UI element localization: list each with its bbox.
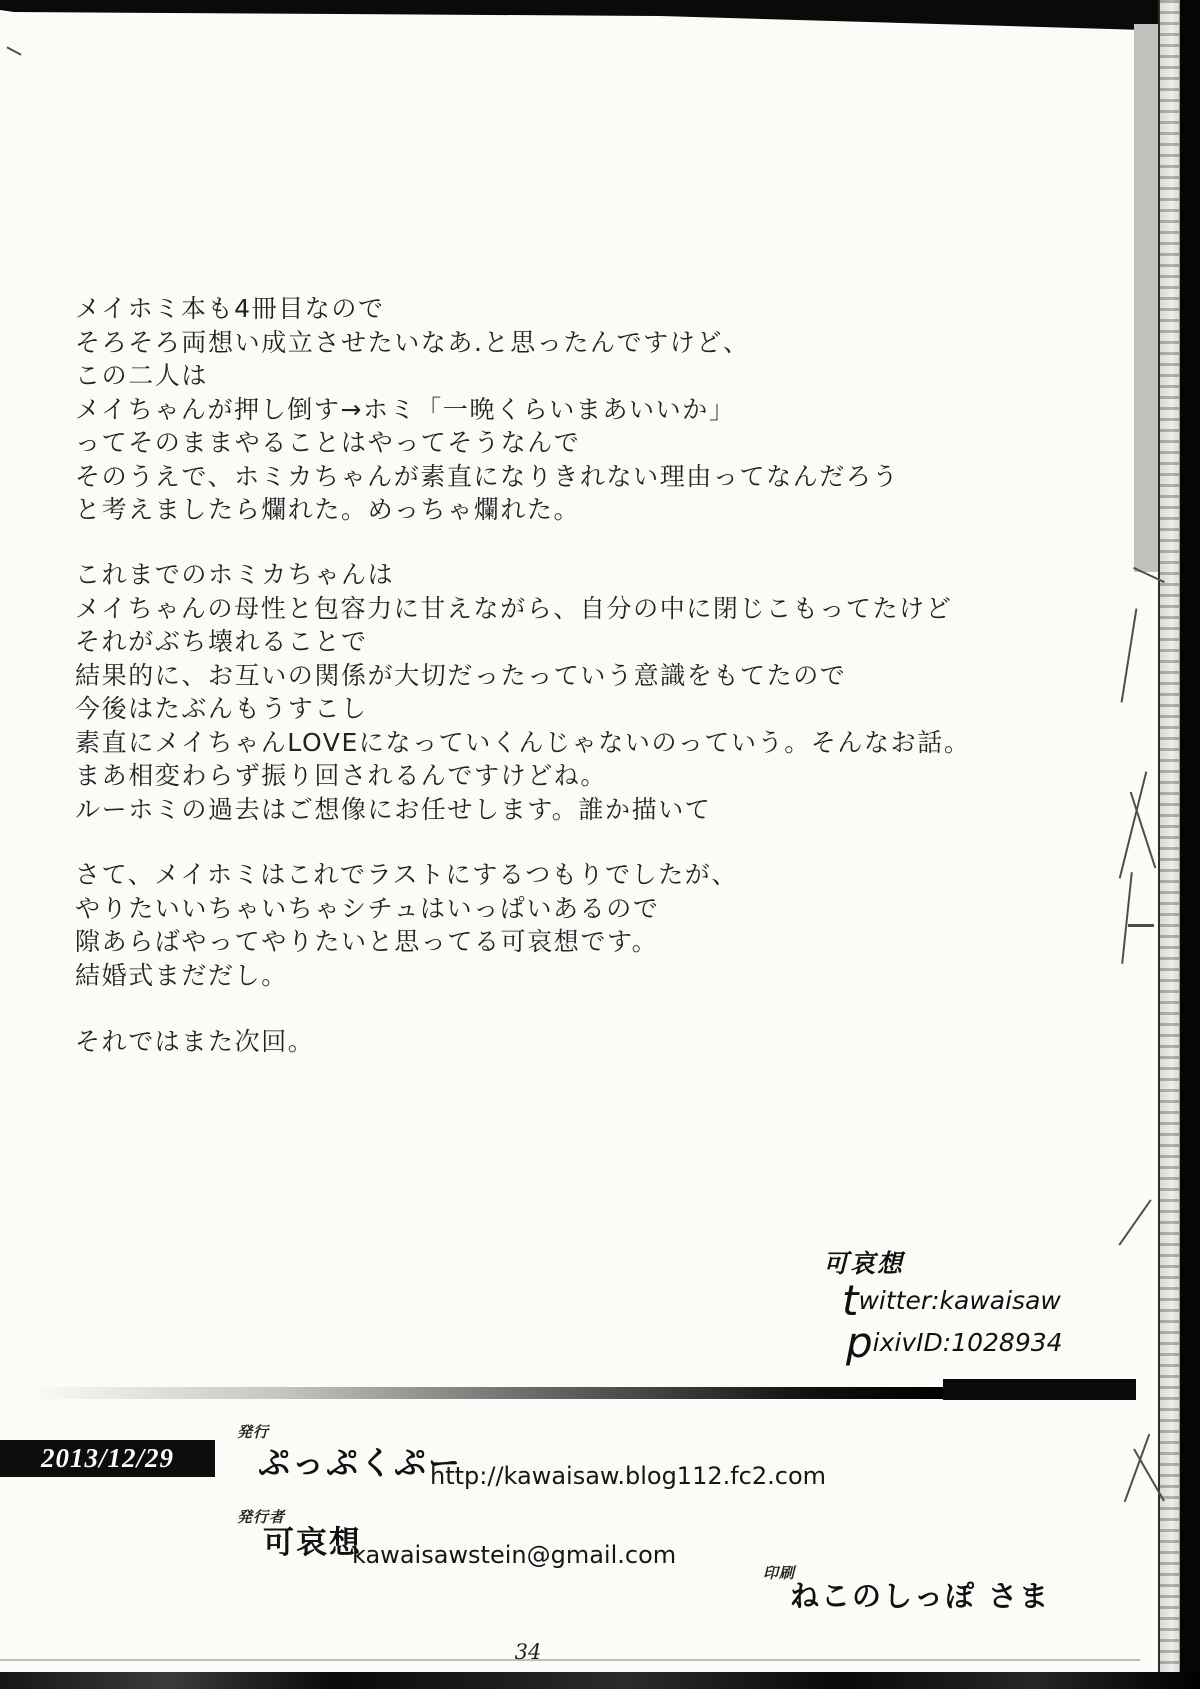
- author-email: kawaisawstein@gmail.com: [352, 1541, 677, 1569]
- publisher-label: 発行: [237, 1423, 270, 1441]
- author-name: 可哀想: [263, 1525, 362, 1561]
- scan-edge-top: [0, 0, 1200, 42]
- scan-scratch: [1121, 872, 1133, 964]
- pixiv-rest: ixivID:1028934: [872, 1328, 1063, 1357]
- text-line: 今後はたぶんもうすこし: [75, 694, 368, 723]
- scan-edge-right: [1180, 0, 1200, 1689]
- scan-scratch: [1118, 1199, 1151, 1245]
- text-line: ルーホミの過去はご想像にお任せします。誰か描いて: [75, 794, 712, 824]
- gradient-divider-bar: [28, 1387, 945, 1399]
- scan-scratch: [1128, 924, 1154, 927]
- afterword-paragraph-3: [75, 858, 738, 992]
- text-line: メイホミ本も4冊目なので: [75, 294, 385, 323]
- text-line: と考えましたら爛れた。めっちゃ爛れた。: [75, 495, 581, 524]
- text-line: メイちゃんが押し倒す→ホミ「一晩くらいまあいいか」: [75, 394, 736, 424]
- scan-scratch: [1121, 608, 1138, 702]
- twitter-rest: witter:kawaisaw: [858, 1286, 1061, 1315]
- afterword-paragraph-2: [75, 558, 970, 826]
- publisher-url: http://kawaisaw.blog112.fc2.com: [430, 1462, 827, 1490]
- text-line: 素直にメイちゃんLOVEになっていくんじゃないのっていう。そんなお話。: [75, 727, 971, 757]
- pixiv-id: [846, 1318, 1063, 1367]
- publisher-name: ぷっぷくぷー: [258, 1444, 463, 1482]
- text-line: この二人は: [75, 361, 209, 390]
- text-line: さて、メイホミはこれでラストにするつもりでしたが、: [75, 860, 739, 889]
- text-line: そのうえで、ホミカちゃんが素直になりきれない理由ってなんだろう: [75, 461, 900, 491]
- twitter-handle: [842, 1276, 1061, 1325]
- text-line: ってそのままやることはやってそうなんで: [75, 428, 581, 457]
- text-line: そろそろ両想い成立させたいなあ.と思ったんですけど、: [75, 327, 750, 357]
- scan-page-edge-band: [1158, 0, 1182, 1689]
- scan-scratch: [6, 46, 21, 55]
- text-line: それがぶち壊れることで: [75, 627, 368, 656]
- page-number: 34: [514, 1640, 542, 1664]
- author-name-credit: 可哀想: [823, 1249, 905, 1278]
- afterword-paragraph-4: [75, 1025, 314, 1059]
- author-label: 発行者: [237, 1508, 286, 1526]
- text-line: まあ相変わらず振り回されるんですけどね。: [75, 761, 608, 790]
- pixiv-initial: p: [846, 1318, 873, 1367]
- text-line: 結婚式まだだし。: [75, 960, 288, 990]
- scan-scratch: [1130, 792, 1157, 869]
- text-line: これまでのホミカちゃんは: [75, 560, 395, 589]
- text-line: 結果的に、お互いの関係が大切だったっていう意識をもてたので: [75, 660, 847, 690]
- printer-name: ねこのしっぽ さま: [790, 1579, 1051, 1613]
- scan-edge-bottom: [0, 1672, 1200, 1689]
- twitter-initial: t: [842, 1276, 859, 1325]
- text-line: それではまた次回。: [75, 1027, 315, 1056]
- text-line: メイちゃんの母性と包容力に甘えながら、自分の中に閉じこもってたけど: [75, 593, 953, 623]
- text-line: 隙あらばやってやりたいと思ってる可哀想です。: [75, 927, 659, 956]
- scan-scratch: [1119, 771, 1148, 878]
- afterword-paragraph-1: [75, 292, 899, 527]
- text-line: やりたいいちゃいちゃシチュはいっぱいあるので: [75, 893, 660, 923]
- publication-date: 2013/12/29: [40, 1443, 174, 1473]
- divider-bar-solid: [943, 1379, 1136, 1400]
- printer-label: 印刷: [763, 1564, 796, 1582]
- publication-date-box: [0, 1440, 215, 1477]
